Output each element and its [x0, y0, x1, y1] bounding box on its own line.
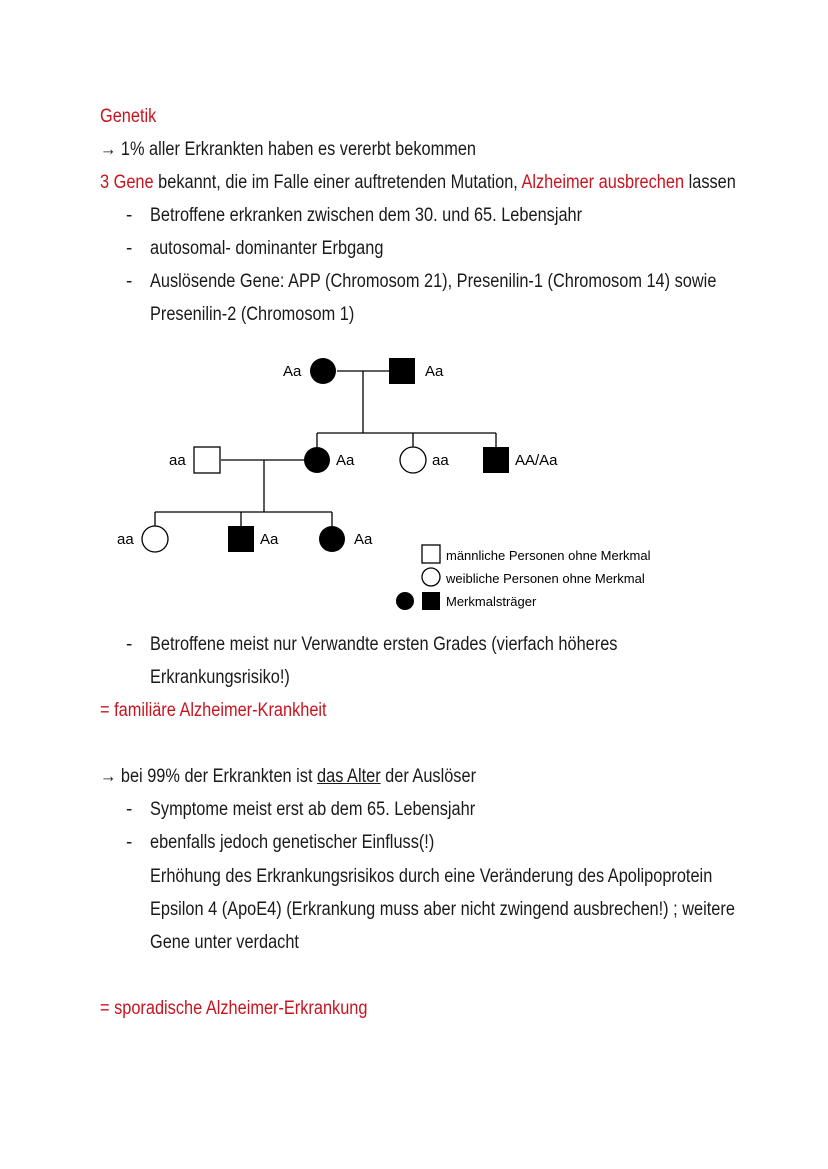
affected-male-symbol	[389, 358, 415, 384]
bullet-item-continuation: Presenilin-2 (Chromosom 1)	[150, 304, 355, 325]
genotype-label: Aa	[260, 531, 279, 548]
legend-male-label: männliche Personen ohne Merkmal	[446, 548, 651, 563]
unaffected-male-symbol	[194, 447, 220, 473]
familial-conclusion: = familiäre Alzheimer-Krankheit	[100, 700, 327, 721]
bullet-item: Symptome meist erst ab dem 65. Lebensjahr	[150, 799, 476, 820]
section-title: Genetik	[100, 106, 157, 127]
bullet-dash: -	[126, 271, 133, 292]
affected-male-symbol	[228, 526, 254, 552]
genes-highlight: Alzheimer ausbrechen	[521, 172, 685, 193]
legend-male-symbol	[422, 545, 440, 563]
genes-count: 3 Gene	[100, 172, 154, 193]
genotype-label: aa	[169, 452, 186, 469]
affected-female-symbol	[310, 358, 336, 384]
genotype-label: Aa	[425, 363, 444, 380]
genotype-label: Aa	[354, 531, 373, 548]
unaffected-female-symbol	[400, 447, 426, 473]
genes-mid: bekannt, die im Falle einer auftretenden Mutation,	[153, 172, 522, 193]
inheritance-line: → 1% aller Erkrankten haben es vererbt bekommen	[100, 139, 477, 160]
bullet-dash: -	[126, 238, 133, 259]
bullet-item-continuation: Gene unter verdacht	[150, 932, 299, 953]
bullet-dash: -	[126, 832, 133, 853]
genotype-label: Aa	[336, 452, 355, 469]
bullet-item: Auslösende Gene: APP (Chromosom 21), Presenilin-1 (Chromosom 14) sowie	[150, 271, 717, 292]
unaffected-female-symbol	[142, 526, 168, 552]
affected-female-symbol	[319, 526, 345, 552]
sporadic-conclusion: = sporadische Alzheimer-Erkrankung	[100, 998, 368, 1019]
genotype-label: AA/Aa	[515, 452, 558, 469]
legend-female-symbol	[422, 568, 440, 586]
bullet-item-continuation: Erkrankungsrisiko!)	[150, 667, 290, 688]
bullet-item: ebenfalls jedoch genetischer Einfluss(!)	[150, 832, 435, 853]
genes-end: lassen	[684, 172, 736, 193]
genotype-label: aa	[432, 452, 449, 469]
bullet-item-continuation: Erhöhung des Erkrankungsrisikos durch eine Veränderung des Apolipoprotein	[150, 866, 713, 887]
bullet-item: Betroffene meist nur Verwandte ersten Grades (vierfach höheres	[150, 634, 618, 655]
bullet-item: Betroffene erkranken zwischen dem 30. und 65. Lebensjahr	[150, 205, 583, 226]
legend-female-label: weibliche Personen ohne Merkmal	[446, 571, 645, 586]
bullet-item: autosomal- dominanter Erbgang	[150, 238, 384, 259]
legend-affected-female-symbol	[396, 592, 414, 610]
bullet-item-continuation: Epsilon 4 (ApoE4) (Erkrankung muss aber nicht zwingend ausbrechen!) ; weitere	[150, 899, 735, 920]
age-underlined: das Alter	[317, 766, 381, 787]
age-line-start: → bei 99% der Erkrankten ist	[100, 766, 318, 787]
genotype-label: Aa	[283, 363, 302, 380]
bullet-dash: -	[126, 634, 133, 655]
genotype-label: aa	[117, 531, 134, 548]
legend-affected-male-symbol	[422, 592, 440, 610]
affected-male-symbol	[483, 447, 509, 473]
age-line	[100, 765, 476, 789]
affected-female-symbol	[304, 447, 330, 473]
age-line-end: der Auslöser	[380, 766, 477, 787]
bullet-dash: -	[126, 205, 133, 226]
bullet-dash: -	[126, 799, 133, 820]
legend-affected-label: Merkmalsträger	[446, 594, 537, 609]
